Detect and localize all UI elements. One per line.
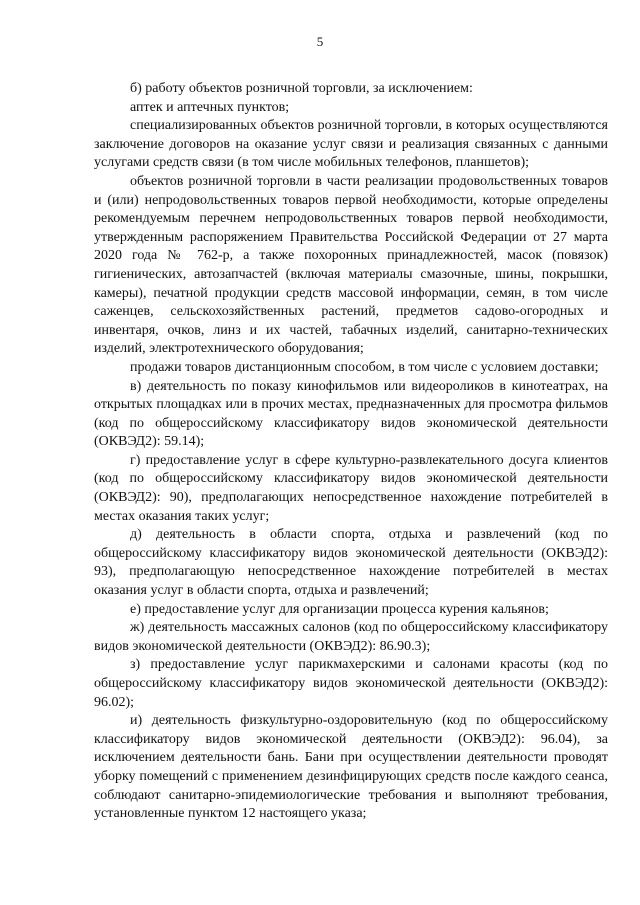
paragraph-telecom-retail: специализированных объектов розничной торговли, в которых осуществляются заключение договоров на оказание услуг связи и реализация связанных с данными услугами средств связи (в том числе мобильных телефонов, планшетов);	[94, 118, 608, 171]
paragraph-food-essentials-retail: объектов розничной торговли в части реализации продовольственных товаров и (или) непродовольственных товаров первой необходимости, которые определены рекомендуемым перечнем непродовольственных товаров первой необходимости, утвержденным распоряжением Правительства Российской Федерации от 27 марта 2020 года № 762-р, а также похоронных принадлежностей, масок (повязок) гигиенических, автозапчастей (включая материалы смазочные, шины, покрышки, камеры), печатной продукции средств массовой информации, семян, в том числе саженцев, сельскохозяйственных растений, предметов садово-огородных и инвентаря, очков, линз и их частей, табачных изделий, санитарно-технических изделий, электротехнического оборудования;	[94, 173, 608, 357]
paragraph-pharmacies: аптек и аптечных пунктов;	[130, 99, 290, 115]
paragraph-z-hair-beauty: з) предоставление услуг парикмахерскими и салонами красоты (код по общероссийскому классификатору видов экономической деятельности (ОКВЭД2): 96.02);	[94, 657, 608, 710]
paragraph-remote-sales: продажи товаров дистанционным способом, в том числе с условием доставки;	[130, 359, 599, 375]
paragraph-g-culture-leisure: г) предоставление услуг в сфере культурно-развлекательного досуга клиентов (код по общероссийскому классификатору видов экономической деятельности (ОКВЭД2): 90), предполагающих непосредственное нахождение потребителей в местах оказания таких услуг;	[94, 452, 608, 524]
paragraph-e-hookah: е) предоставление услуг для организации процесса курения кальянов;	[130, 601, 549, 617]
page-number: 5	[316, 34, 324, 49]
paragraph-b-retail-exceptions: б) работу объектов розничной торговли, за исключением:	[130, 81, 473, 96]
paragraph-i-fitness: и) деятельность физкультурно-оздоровительную (код по общероссийскому классификатору видов экономической деятельности (ОКВЭД2): 96.04), за исключением деятельности бань. Бани при осуществлении деятельности проводят уборку помещений с применением дезинфицирующих средств после каждого сеанса, соблюдают санитарно-эпидемиологические требования и выполняют требования, установленные пунктом 12 настоящего указа;	[94, 713, 608, 822]
paragraph-d-sport-recreation: д) деятельность в области спорта, отдыха и развлечений (код по общероссийскому классификатору видов экономической деятельности (ОКВЭД2): 93), предполагающую непосредственное нахождение потребителей в местах оказания услуг в области спорта, отдыха и развлечений;	[94, 527, 608, 599]
paragraph-zh-massage: ж) деятельность массажных салонов (код по общероссийскому классификатору видов экономической деятельности (ОКВЭД2): 86.90.3);	[94, 620, 608, 654]
document-body	[94, 80, 608, 824]
paragraph-v-cinema: в) деятельность по показу кинофильмов или видеороликов в кинотеатрах, на открытых площадках или в прочих местах, предназначенных для просмотра фильмов (код по общероссийскому классификатору видов экономической деятельности (ОКВЭД2): 59.14);	[94, 378, 608, 450]
